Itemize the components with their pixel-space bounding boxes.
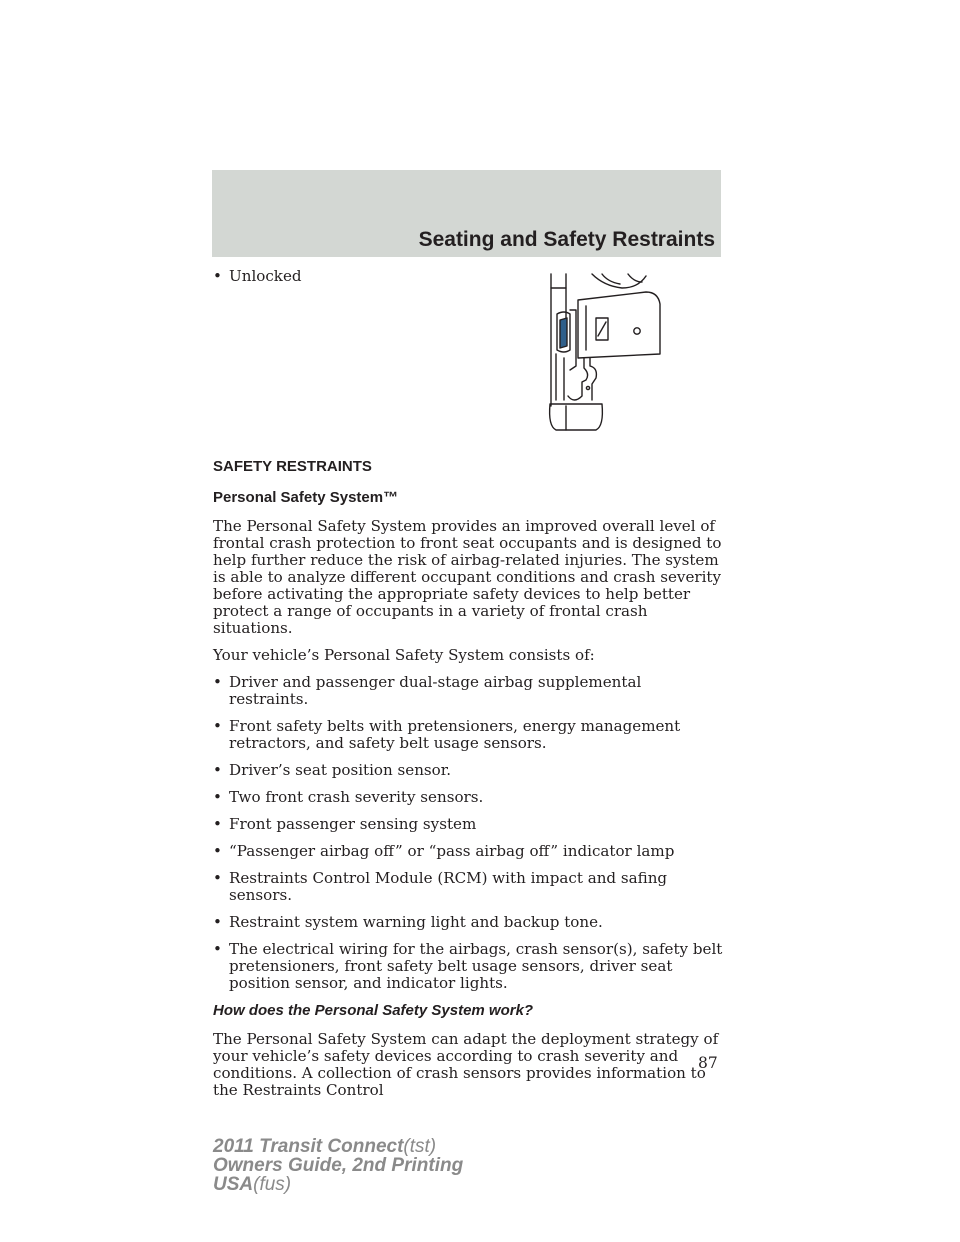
consists-of-line: Your vehicle’s Personal Safety System consists of:: [213, 646, 595, 664]
section-header-band: [212, 170, 721, 257]
footer-model: 2011 Transit Connect: [213, 1136, 404, 1157]
list-item: [213, 870, 725, 904]
list-item-text: Two front crash severity sensors.: [229, 788, 484, 806]
footer-market: USA: [213, 1174, 254, 1195]
list-item: [213, 914, 725, 931]
bullet-glyph: •: [213, 940, 222, 958]
bullet-glyph: •: [213, 761, 222, 779]
list-item: [213, 718, 725, 752]
bullet-glyph: •: [213, 267, 222, 285]
section-heading: SAFETY RESTRAINTS: [213, 458, 372, 475]
list-item-text: Restraints Control Module (RCM) with impact and safing sensors.: [229, 869, 668, 904]
bullet-glyph: •: [213, 717, 222, 735]
list-item-text: Driver’s seat position sensor.: [229, 761, 452, 779]
intro-paragraph: The Personal Safety System provides an improved overall level of frontal crash protection to front seat occupants and is designed to help further reduce the risk of airbag-related injuries. The system is able to analyze different occupant conditions and crash severity before activating the appropriate safety devices to help better protect a range of occupants in a variety of frontal crash situations.: [213, 517, 722, 637]
list-item-text: Front safety belts with pretensioners, energy management retractors, and safety belt usage sensors.: [229, 717, 681, 752]
bullet-glyph: •: [213, 869, 222, 887]
footer-line-1: [213, 1137, 463, 1156]
footer-model-code: (tst): [403, 1136, 437, 1157]
work-paragraph: The Personal Safety System can adapt the deployment strategy of your vehicle’s safety devices according to crash severity and conditions. A collection of crash sensors provides information to the Restraints Control: [213, 1030, 719, 1099]
page-content: [213, 268, 725, 1099]
bullet-glyph: •: [213, 815, 222, 833]
section-title: Seating and Safety Restraints: [418, 228, 715, 251]
list-item-text: The electrical wiring for the airbags, crash sensor(s), safety belt pretensioners, front safety belt usage sensors, driver seat position sensor, and indicator lights.: [229, 940, 723, 992]
footer-line-3: [213, 1175, 463, 1194]
list-item: [213, 674, 725, 708]
list-item: [213, 789, 725, 806]
list-item-text: Driver and passenger dual-stage airbag supplemental restraints.: [229, 673, 642, 708]
list-item: [213, 762, 725, 779]
list-item: [213, 941, 725, 992]
bullet-glyph: •: [213, 788, 222, 806]
footer-line-2: [213, 1156, 463, 1175]
bullet-glyph: •: [213, 913, 222, 931]
question-heading: How does the Personal Safety System work?: [213, 1002, 534, 1019]
footer-edition: Owners Guide, 2nd Printing: [213, 1155, 464, 1176]
list-item: [213, 843, 725, 860]
subheading: Personal Safety System™: [213, 489, 399, 506]
footer-market-code: (fus): [253, 1174, 292, 1195]
list-item-text: Restraint system warning light and backup tone.: [229, 913, 603, 931]
document-footer: [213, 1137, 463, 1194]
list-item: [213, 816, 725, 833]
bullet-glyph: •: [213, 673, 222, 691]
unlocked-item: [213, 268, 725, 285]
list-item-text: Front passenger sensing system: [229, 815, 477, 833]
bullet-glyph: •: [213, 842, 222, 860]
list-item-text: “Passenger airbag off” or “pass airbag off” indicator lamp: [229, 842, 675, 860]
page-number: 87: [698, 1054, 718, 1072]
unlocked-label: Unlocked: [229, 267, 302, 285]
components-list: [213, 674, 725, 992]
